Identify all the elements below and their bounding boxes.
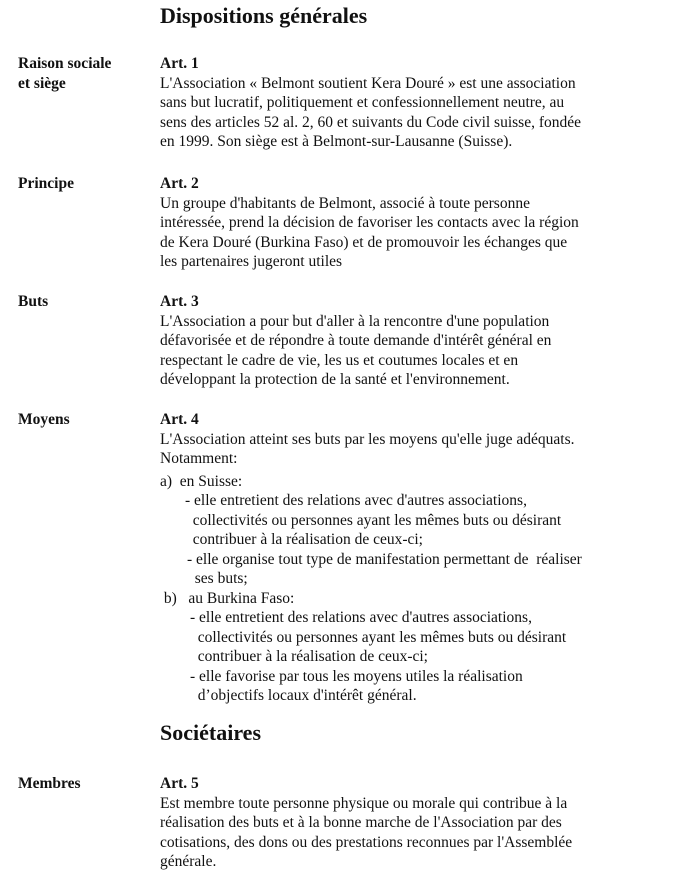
list-label-b: b) au Burkina Faso: [160,589,295,607]
article-3-content [160,292,680,390]
article-4-content [160,410,680,706]
list-item-b1: - elle entretient des relations avec d'autres associations, collectivités ou personnes ayant les mêmes buts ou désirant contribuer à la réalisation de ceux-ci; [190,609,567,665]
article-text: L'Association « Belmont soutient Kera Douré » est une association sans but lucratif, politiquement et confessionnellement neutre, au sens des articles 52 al. 2, 60 et suivants du Code civil suisse, fondée en 1999. Son siège est à Belmont-sur-Lausanne (Suisse). [160,74,582,150]
article-5-content [160,774,680,872]
article-number: Art. 2 [160,175,199,192]
article-intro: L'Association atteint ses buts par les moyens qu'elle juge adéquats. Notamment: [160,430,575,467]
article-number: Art. 5 [160,775,199,792]
heading-general-provisions: Dispositions générales [160,3,368,28]
article-2-content [160,174,680,272]
side-label-principe: Principe [18,175,74,192]
list-item-a1: - elle entretient des relations avec d'autres associations, collectivités ou personnes ayant les mêmes buts ou désirant contribuer à la réalisation de ceux-ci; [185,492,562,548]
article-number: Art. 4 [160,411,199,428]
side-label-membres: Membres [18,775,81,792]
side-label-moyens: Moyens [18,411,70,428]
article-number: Art. 1 [160,55,199,72]
article-text: Est membre toute personne physique ou morale qui contribue à la réalisation des buts et à la bonne marche de l'Association par des cotisations, des dons ou des prestations reconnues par l'Assemblée générale. [160,794,573,870]
heading-societaires: Sociétaires [160,720,262,745]
article-1-content [160,54,680,152]
side-label-raison-sociale: Raison sociale et siège [18,55,112,92]
article-number: Art. 3 [160,293,199,310]
article-text: L'Association a pour but d'aller à la rencontre d'une population défavorisée et de répondre à toute demande d'intérêt général en respectant le cadre de vie, les us et coutumes locales et en développant la protection de la santé et l'environnement. [160,312,552,388]
list-item-b2: - elle favorise par tous les moyens utiles la réalisation d’objectifs locaux d'intérêt général. [190,667,523,704]
article-text: Un groupe d'habitants de Belmont, associé à toute personne intéressée, prend la décision de favoriser les contacts avec la région de Kera Douré (Burkina Faso) et de promouvoir les échanges que les partenaires jugeront utiles [160,194,579,270]
side-label-buts: Buts [18,293,49,310]
list-label-a: a) en Suisse: [160,472,243,490]
list-item-a2: - elle organise tout type de manifestation permettant de réaliser ses buts; [187,550,582,587]
